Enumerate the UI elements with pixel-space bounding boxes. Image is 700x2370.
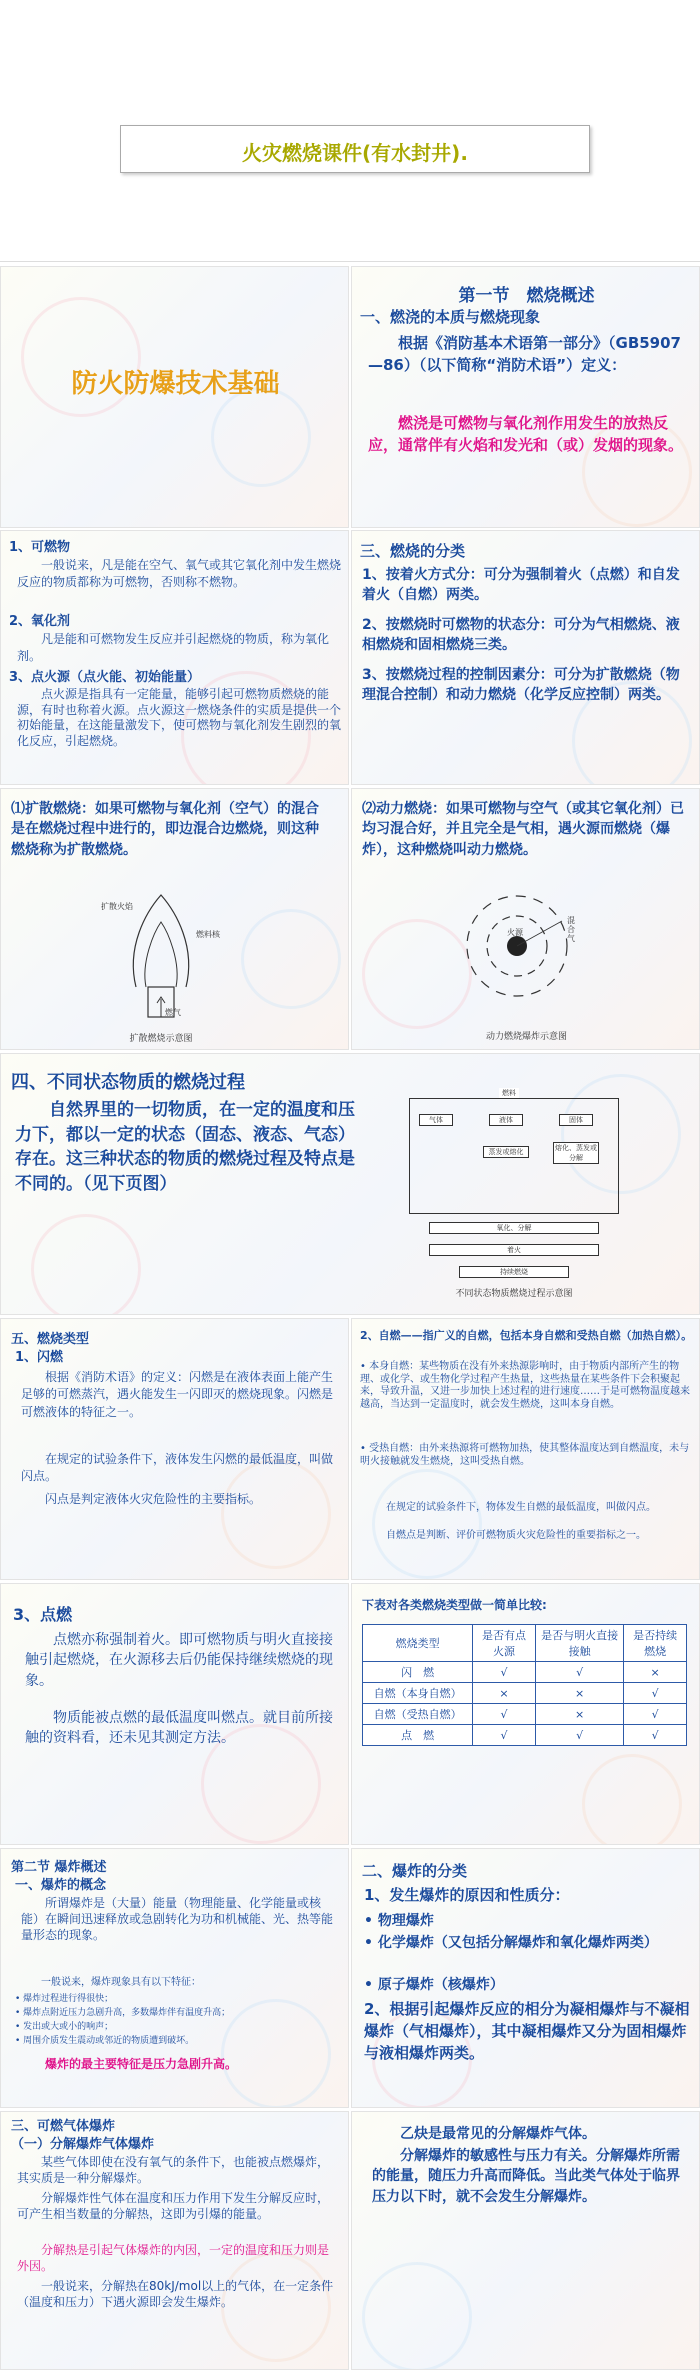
gas-explosion-heading: 三、可燃气体爆炸 xyxy=(11,2119,116,2134)
classification-item-3: 3、按燃烧过程的控制因素分：可分为扩散燃烧（物理混合控制）和动力燃烧（化学反应控制）两类。 xyxy=(362,667,680,704)
diagram-caption: 不同状态物质燃烧过程示意图 xyxy=(455,1289,573,1299)
slide-combustion-classification xyxy=(351,530,700,785)
autoignition-heading: 2、自燃——指广义的自燃，包括本身自燃和受热自燃（加热自燃）。 xyxy=(360,1329,693,1342)
explosion-class-bullet-3-text: 原子爆炸（核爆炸） xyxy=(377,1977,504,1993)
explosion-key-feature: 爆炸的最主要特征是压力急剧升高。 xyxy=(45,2057,238,2071)
autoignition-point-importance: 自燃点是判断、评价可燃物质火灾危险性的重要指标之一。 xyxy=(386,1530,646,1541)
flash-heading: 1、闪燃 xyxy=(15,1350,64,1365)
table-cell: 闪 燃 xyxy=(363,1662,473,1683)
item-fuel-text: 一般说来，凡是能在空气、氧气或其它氧化剂中发生燃烧反应的物质都称为可燃物，否则称不燃物。 xyxy=(17,558,342,590)
autoignition-bullet-1: • 本身自燃：某些物质在没有外来热源影响时，由于物质内部所产生的物理、或化学、或生物化学过程产生热量，这些热量在某些条件下会积聚起来，导致升温，又进一步加快上述过程的进行速度……于是可燃物温度越来越高，当达到一定温度时，就会发生燃烧，这叫本身自燃。 xyxy=(360,1361,690,1410)
explosion-class-bullet-2: • 化学爆炸（又包括分解爆炸和氧化爆炸两类） xyxy=(364,1935,658,1951)
ignition-definition: 点燃亦称强制着火。即可燃物质与明火直接接触引起燃烧，在火源移去后仍能保持继续燃烧的现象。 xyxy=(25,1632,333,1689)
chapter-heading: 第一节 燃烧概述 xyxy=(458,286,595,306)
diagram-evap: 蒸发或熔化 xyxy=(483,1146,529,1158)
autoignition-bullet-2-text: 受热自燃：由外来热源将可燃物加热，使其整体温度达到自燃温度，未与明火接触就发生燃烧，这叫受热自燃。 xyxy=(360,1443,690,1467)
diagram-liquid: 液体 xyxy=(489,1114,523,1126)
flash-definition: 根据《消防术语》的定义：闪燃是在液体表面上能产生足够的可燃蒸汽，遇火能发生一闪即灭的燃烧现象。闪燃是可燃液体的特征之一。 xyxy=(21,1370,334,1419)
explosion-class-bullet-1: • 物理爆炸 xyxy=(364,1913,434,1929)
table-cell: √ xyxy=(473,1725,536,1746)
table-cell: × xyxy=(535,1704,623,1725)
autoignition-bullet-1-text: 本身自燃：某些物质在没有外来热源影响时，由于物质内部所产生的物理、或化学、或生物化学过程产生热量，这些热量在某些条件下会积聚起来，导致升温，又进一步加快上述过程的进行速度……于是可燃物温度越来越高，当达到一定温度时，就会发生燃烧，这叫本身自燃。 xyxy=(360,1361,690,1410)
classification-item-1: 1、按着火方式分：可分为强制着火（点燃）和自发着火（自燃）两类。 xyxy=(362,567,680,604)
subheading: 一、燃浇的本质与燃烧现象 xyxy=(360,308,541,326)
item-oxidizer-text: 凡是能和可燃物发生反应并引起燃烧的物质，称为氧化剂。 xyxy=(17,632,330,664)
diffusion-caption: 扩散燃烧示意图 xyxy=(129,1034,193,1044)
flame-label-air: 扩散火焰 xyxy=(101,902,133,911)
explosion-feature-4: • 周围介质发生震动或邻近的物质遭到破坏。 xyxy=(15,2036,195,2046)
table-row xyxy=(363,1662,687,1683)
table-header-row xyxy=(363,1625,687,1662)
explosion-feature-3-text: 发出或大或小的响声； xyxy=(23,2022,114,2032)
flash-point-definition: 在规定的试验条件下，液体发生闪燃的最低温度，叫做闪点。 xyxy=(21,1452,334,1484)
flash-point-importance: 闪点是判定液体火灾危险性的主要指标。 xyxy=(45,1492,262,1506)
states-text: 自然界里的一切物质，在一定的温度和压力下，都以一定的状态（固态、液态、气态）存在。这三种状态的物质的燃烧过程及特点是不同的。（见下页图） xyxy=(15,1100,355,1194)
slide-combustion-overview xyxy=(351,266,700,528)
explosion-class-heading: 二、爆炸的分类 xyxy=(362,1862,468,1880)
explosion-class-h1: 1、发生爆炸的原因和性质分： xyxy=(364,1886,570,1904)
comparison-table xyxy=(362,1624,687,1746)
decomposition-p4: 一般说来，分解热在80kJ/mol以上的气体，在一定条件（温度和压力）下遇火源即会发生爆炸。 xyxy=(17,2279,334,2310)
diagram-fuel: 燃料 xyxy=(499,1088,519,1098)
definition-text: 燃浇是可燃物与氧化剂作用发生的放热反应，通常伴有火焰和发光和（或）发烟的现象。 xyxy=(368,414,684,454)
table-row xyxy=(363,1725,687,1746)
kinetic-label-center: 火源 xyxy=(507,928,523,937)
table-cell: √ xyxy=(473,1704,536,1725)
table-cell: √ xyxy=(624,1683,687,1704)
explosion-class-bullet-2-text: 化学爆炸（又包括分解爆炸和氧化爆炸两类） xyxy=(377,1935,658,1951)
flame-label-gas: 燃气 xyxy=(165,1008,181,1017)
table-row xyxy=(363,1683,687,1704)
col-header-contact: 是否与明火直接接触 xyxy=(535,1625,623,1662)
types-heading: 五、燃烧类型 xyxy=(11,1332,90,1347)
slide-title xyxy=(0,0,700,262)
slide-section-title xyxy=(0,266,349,528)
section-title: 防火防爆技术基础 xyxy=(71,369,280,399)
decomposition-p1: 某些气体即使在没有氧气的条件下，也能被点燃爆炸，其实质是一种分解爆炸。 xyxy=(17,2155,330,2186)
diagram-gas: 气体 xyxy=(419,1114,453,1126)
slide-gas-explosion xyxy=(0,2111,349,2370)
explosion-class-bullet-1-text: 物理爆炸 xyxy=(377,1913,434,1929)
table-cell: √ xyxy=(535,1662,623,1683)
slide-acetylene xyxy=(351,2111,700,2370)
diagram-decomp: 熔化、蒸发或分解 xyxy=(555,1144,597,1162)
table-cell: √ xyxy=(624,1704,687,1725)
decomposition-p3: 分解热是引起气体爆炸的内因，一定的温度和压力则是外因。 xyxy=(17,2243,330,2274)
kinetic-text: ⑵动力燃烧：如果可燃物与空气（或其它氧化剂）已均习混合好，并且完全是气相，遇火源而燃烧（爆炸），这种燃烧叫动力燃烧。 xyxy=(362,801,684,858)
diagram-oxidation: 氧化、分解 xyxy=(429,1222,599,1234)
explosion-class-bullet-3: • 原子爆炸（核爆炸） xyxy=(364,1977,504,1993)
table-cell: × xyxy=(624,1662,687,1683)
diffusion-text: ⑴扩散燃烧：如果可燃物与氧化剂（空气）的混合是在燃烧过程中进行的，即边混合边燃烧，则这种燃烧称为扩散燃烧。 xyxy=(11,801,319,858)
slide-explosion-overview xyxy=(0,1848,349,2108)
decomposition-p2: 分解爆炸性气体在温度和压力作用下发生分解反应时，可产生相当数量的分解热，这即为引爆的能量。 xyxy=(17,2191,330,2222)
definition-source: 根据《消防基本术语第一部分》（GB5907—86）（以下简称“消防术语”）定义： xyxy=(368,334,681,374)
slide-explosion-classification xyxy=(351,1848,700,2108)
item-oxidizer-heading: 2、氧化剂 xyxy=(9,614,71,629)
item-fuel-heading: 1、可燃物 xyxy=(9,540,71,555)
pressure-sensitivity-text: 分解爆炸的敏感性与压力有关。分解爆炸所需的能量，随压力升高而降低。当此类气体处于临界压力以下时，就不会发生分解爆炸。 xyxy=(372,2148,680,2205)
table-cell: 自燃（受热自燃） xyxy=(363,1704,473,1725)
classification-heading: 三、燃烧的分类 xyxy=(360,542,466,560)
explosion-concept-heading: 一、爆炸的概念 xyxy=(15,1878,107,1893)
ignition-point-definition: 物质能被点燃的最低温度叫燃点。就目前所接触的资料看，还未见其测定方法。 xyxy=(25,1710,333,1747)
states-heading: 四、不同状态物质的燃烧过程 xyxy=(11,1072,245,1093)
table-cell: 自燃（本身自燃） xyxy=(363,1683,473,1704)
explosion-feature-1-text: 爆炸过程进行得很快； xyxy=(23,1994,114,2004)
classification-item-2: 2、按燃烧时可燃物的状态分：可分为气相燃烧、液相燃烧和固相燃烧三类。 xyxy=(362,617,680,654)
explosion-feature-4-text: 周围介质发生震动或邻近的物质遭到破坏。 xyxy=(23,2036,195,2046)
col-header-type: 燃烧类型 xyxy=(363,1625,473,1662)
col-header-sustain: 是否持续燃烧 xyxy=(624,1625,687,1662)
table-cell: √ xyxy=(535,1725,623,1746)
slide-title-text: 火灾燃烧课件(有水封井). xyxy=(242,141,468,165)
table-cell: √ xyxy=(624,1725,687,1746)
kinetic-explosion-figure xyxy=(452,881,582,1011)
slide-kinetic-combustion xyxy=(351,788,700,1050)
diagram-solid: 固体 xyxy=(559,1114,593,1126)
slide-comparison-table xyxy=(351,1583,700,1845)
table-row xyxy=(363,1704,687,1725)
flame-label-fuel: 燃料核 xyxy=(196,930,220,939)
slide-combustion-elements xyxy=(0,530,349,785)
autoignition-point-definition: 在规定的试验条件下，物体发生自燃的最低温度，叫做闪点。 xyxy=(386,1502,656,1513)
explosion-feature-1: • 爆炸过程进行得很快； xyxy=(15,1994,114,2004)
explosion-features-intro: 一般说来，爆炸现象具有以下特征： xyxy=(41,1977,201,1988)
col-header-source: 是否有点火源 xyxy=(473,1625,536,1662)
states-diagram xyxy=(409,1088,619,1298)
table-cell: √ xyxy=(473,1662,536,1683)
diagram-ignition: 着火 xyxy=(429,1244,599,1256)
slide-spontaneous-combustion xyxy=(351,1318,700,1580)
explosion-feature-2-text: 爆炸点附近压力急剧升高，多数爆炸伴有温度升高； xyxy=(23,2008,231,2018)
explosion-heading: 第二节 爆炸概述 xyxy=(11,1860,107,1875)
item-ignition-heading: 3、点火源（点火能、初始能量） xyxy=(9,670,201,685)
kinetic-caption: 动力燃烧爆炸示意图 xyxy=(485,1032,567,1042)
slide-flash-fire xyxy=(0,1318,349,1580)
decomposition-heading: （一）分解爆炸气体爆炸 xyxy=(11,2137,155,2152)
diagram-sustained: 持续燃烧 xyxy=(459,1266,569,1278)
slide-diffusion-combustion xyxy=(0,788,349,1050)
table-cell: × xyxy=(473,1683,536,1704)
table-cell: × xyxy=(535,1683,623,1704)
explosion-class-h2: 2、根据引起爆炸反应的相分为凝相爆炸与不凝相爆炸（气相爆炸），其中凝相爆炸又分为固相爆炸与液相爆炸两类。 xyxy=(364,2000,690,2062)
slide-ignition xyxy=(0,1583,349,1845)
explosion-definition: 所谓爆炸是（大量）能量（物理能量、化学能量或核能）在瞬间迅速释放或急剧转化为功和机械能、光、热等能量形态的现象。 xyxy=(21,1896,334,1943)
table-cell: 点 燃 xyxy=(363,1725,473,1746)
comparison-heading: 下表对各类燃烧类型做一简单比较: xyxy=(362,1598,547,1612)
autoignition-bullet-2: • 受热自燃：由外来热源将可燃物加热，使其整体温度达到自燃温度，未与明火接触就发生燃烧，这叫受热自燃。 xyxy=(360,1443,690,1467)
acetylene-text: 乙炔是最常见的分解爆炸气体。 xyxy=(400,2126,596,2142)
ignition-heading: 3、点燃 xyxy=(13,1605,73,1624)
explosion-feature-2: • 爆炸点附近压力急剧升高，多数爆炸伴有温度升高； xyxy=(15,2008,231,2018)
item-ignition-text: 点火源是指具有一定能量，能够引起可燃物质燃烧的能源，有时也称着火源。点火源这一燃烧条件的实质是提供一个初始能量，在这能量激发下，使可燃物与氧化剂发生剧烈的氧化反应，引起燃烧。 xyxy=(17,687,342,748)
kinetic-label-side: 混合气 xyxy=(567,916,575,943)
explosion-feature-3: • 发出或大或小的响声； xyxy=(15,2022,114,2032)
slide-states-combustion xyxy=(0,1053,700,1315)
